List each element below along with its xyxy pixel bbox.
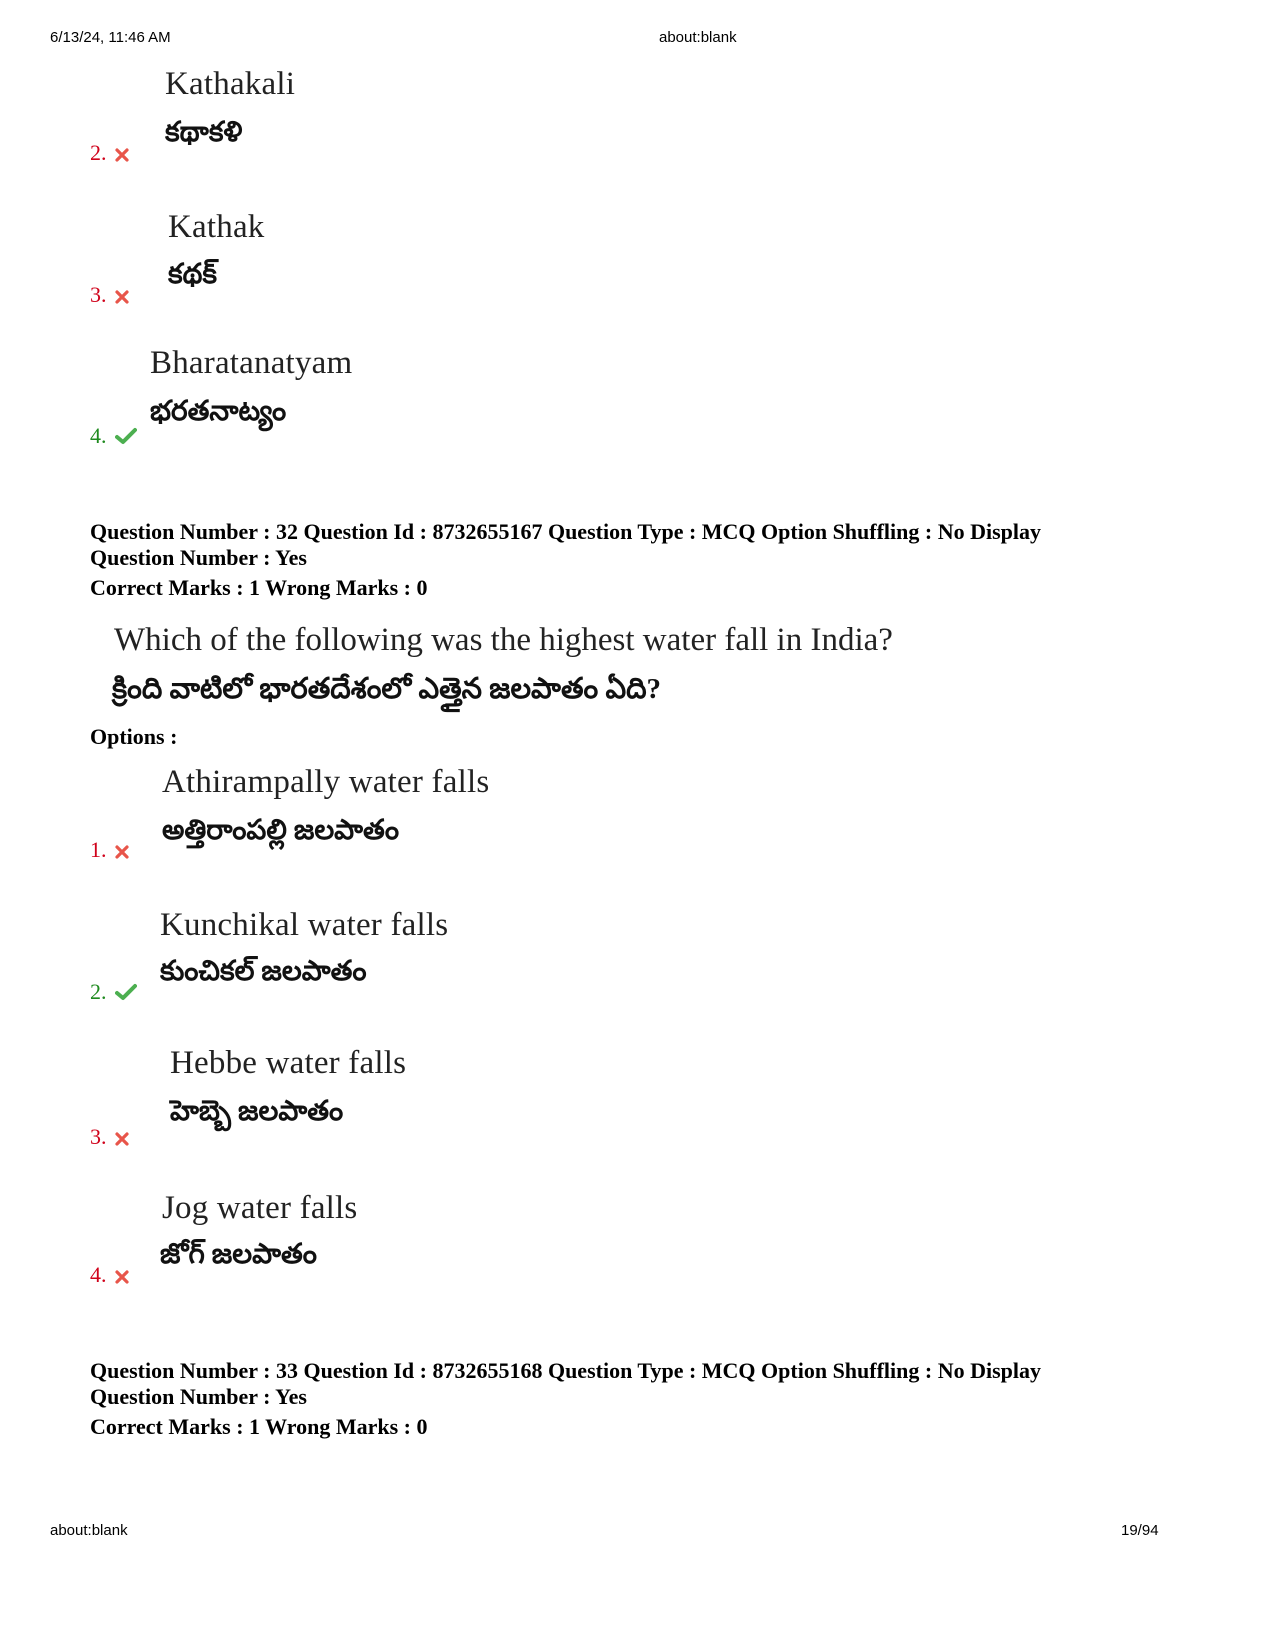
print-title: about:blank	[659, 29, 737, 46]
check-icon	[115, 981, 137, 1007]
option-number	[90, 1124, 129, 1152]
option-te-text: హెబ్బె జలపాతం	[170, 1096, 344, 1127]
option-number-label: 4.	[90, 1262, 107, 1287]
option-en-text: Kathakali	[165, 66, 296, 102]
option-number-label: 1.	[90, 837, 107, 862]
option-number-label: 2.	[90, 140, 107, 165]
option-te-text: కథాకళి	[165, 117, 243, 148]
option-number-label: 4.	[90, 423, 107, 448]
question-marks: Correct Marks : 1 Wrong Marks : 0	[90, 1414, 428, 1439]
options-label: Options :	[90, 724, 178, 749]
question-meta-line: Question Number : 32 Question Id : 8732655167 Question Type : MCQ Option Shuffling : No Display	[90, 519, 1042, 544]
question-text-en: Which of the following was the highest water fall in India?	[114, 622, 893, 658]
question-meta-line: Question Number : Yes	[90, 1384, 307, 1409]
option-number-label: 3.	[90, 1124, 107, 1149]
option-en-text: Bharatanatyam	[150, 345, 353, 381]
option-te-text: భరతనాట్యం	[150, 396, 287, 427]
question-marks: Correct Marks : 1 Wrong Marks : 0	[90, 575, 428, 600]
option-te-text: కుంచికల్ జలపాతం	[160, 956, 367, 987]
option-number	[90, 1262, 129, 1290]
option-number	[90, 282, 129, 310]
option-number	[90, 423, 137, 451]
cross-icon	[115, 284, 129, 310]
option-number	[90, 837, 129, 865]
cross-icon	[115, 1126, 129, 1152]
print-datetime: 6/13/24, 11:46 AM	[50, 29, 171, 46]
option-te-text: అత్తిరాంపల్లి జలపాతం	[162, 815, 400, 846]
page-number: 19/94	[1121, 1522, 1159, 1539]
option-en-text: Jog water falls	[162, 1190, 358, 1226]
option-number	[90, 140, 129, 168]
cross-icon	[115, 839, 129, 865]
print-url: about:blank	[50, 1522, 128, 1539]
option-number-label: 2.	[90, 979, 107, 1004]
option-en-text: Kunchikal water falls	[160, 907, 449, 943]
question-meta-line: Question Number : 33 Question Id : 8732655168 Question Type : MCQ Option Shuffling : No Display	[90, 1358, 1042, 1383]
option-number	[90, 979, 137, 1007]
option-en-text: Kathak	[168, 209, 265, 245]
option-en-text: Hebbe water falls	[170, 1045, 407, 1081]
cross-icon	[115, 1264, 129, 1290]
option-en-text: Athirampally water falls	[162, 764, 490, 800]
question-text-te: క్రింది వాటిలో భారతదేశంలో ఎత్తైన జలపాతం ఏది?	[112, 673, 662, 705]
check-icon	[115, 425, 137, 451]
option-number-label: 3.	[90, 282, 107, 307]
cross-icon	[115, 142, 129, 168]
option-te-text: కథక్	[168, 259, 218, 290]
question-meta-line: Question Number : Yes	[90, 545, 307, 570]
question-meta	[90, 519, 1041, 571]
question-meta	[90, 1358, 1041, 1410]
option-te-text: జోగ్ జలపాతం	[160, 1239, 317, 1270]
